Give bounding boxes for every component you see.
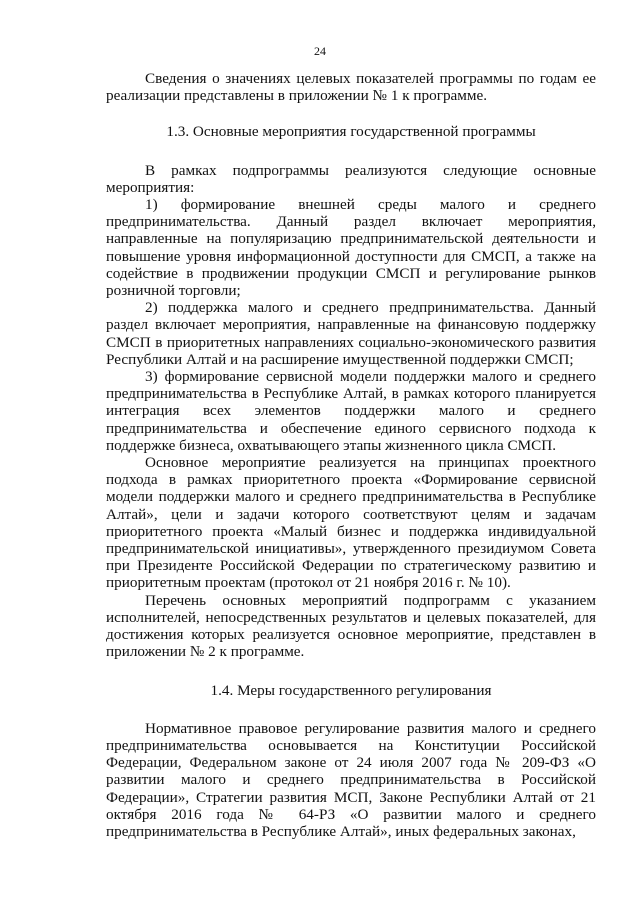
- page-number: 24: [314, 44, 326, 58]
- paragraph-project-approach: Основное мероприятие реализуется на принципах проектного подхода в рамках приоритетного проекта «Формирование сервисной модели поддержки малого и среднего предпринимательства в Республике Алтай», цели и задачи которого соответствуют целям и задачам приоритетного проекта «Малый бизнес и поддержка индивидуальной предпринимательской инициативы», утвержденного президиумом Совета при Президенте Российской Федерации по стратегическому развитию и приоритетным проектам (протокол от 21 ноября 2016 г. № 10).: [106, 454, 596, 592]
- list-item-2: 2) поддержка малого и среднего предпринимательства. Данный раздел включает мероприятия, направленные на финансовую поддержку СМСП в приоритетных направлениях социально-экономического развития Республики Алтай и на расширение имущественной поддержки СМСП;: [106, 299, 596, 368]
- list-item-1: 1) формирование внешней среды малого и среднего предпринимательства. Данный раздел включает мероприятия, направленные на популяризацию предпринимательской деятельности и повышение уровня информационной доступности для СМСП, а также на содействие в продвижении продукции СМСП и регулирование рынков розничной торговли;: [106, 196, 596, 300]
- document-body: [106, 70, 596, 840]
- section-heading-1-4: 1.4. Меры государственного регулирования: [210, 681, 492, 699]
- paragraph-intro: Сведения о значениях целевых показателей программы по годам ее реализации представлены в приложении № 1 к программе.: [106, 70, 596, 105]
- paragraph-list-intro: В рамках подпрограммы реализуются следующие основные мероприятия:: [106, 161, 596, 196]
- paragraph-regulation: Нормативное правовое регулирование развития малого и среднего предпринимательства основывается на Конституции Российской Федерации, Федеральном законе от 24 июля 2007 года № 209-ФЗ «О развитии малого и среднего предпринимательства в Российской Федерации», Стратегии развития МСП, Законе Республики Алтай от 21 октября 2016 года № 64-РЗ «О развитии малого и среднего предпринимательства в Республике Алтай», иных федеральных законах,: [106, 719, 596, 840]
- list-item-3: 3) формирование сервисной модели поддержки малого и среднего предпринимательства в Республике Алтай, в рамках которого планируется интеграция всех элементов поддержки малого и среднего предпринимательства и обеспечение единого сервисного подхода к поддержке бизнеса, охватывающего этапы жизненного цикла СМСП.: [106, 368, 596, 454]
- section-heading-1-3: 1.3. Основные мероприятия государственной программы: [166, 123, 536, 141]
- paragraph-measures-list: Перечень основных мероприятий подпрограмм с указанием исполнителей, непосредственных результатов и целевых показателей, для достижения которых реализуется основное мероприятие, представлен в приложении № 2 к программе.: [106, 591, 596, 661]
